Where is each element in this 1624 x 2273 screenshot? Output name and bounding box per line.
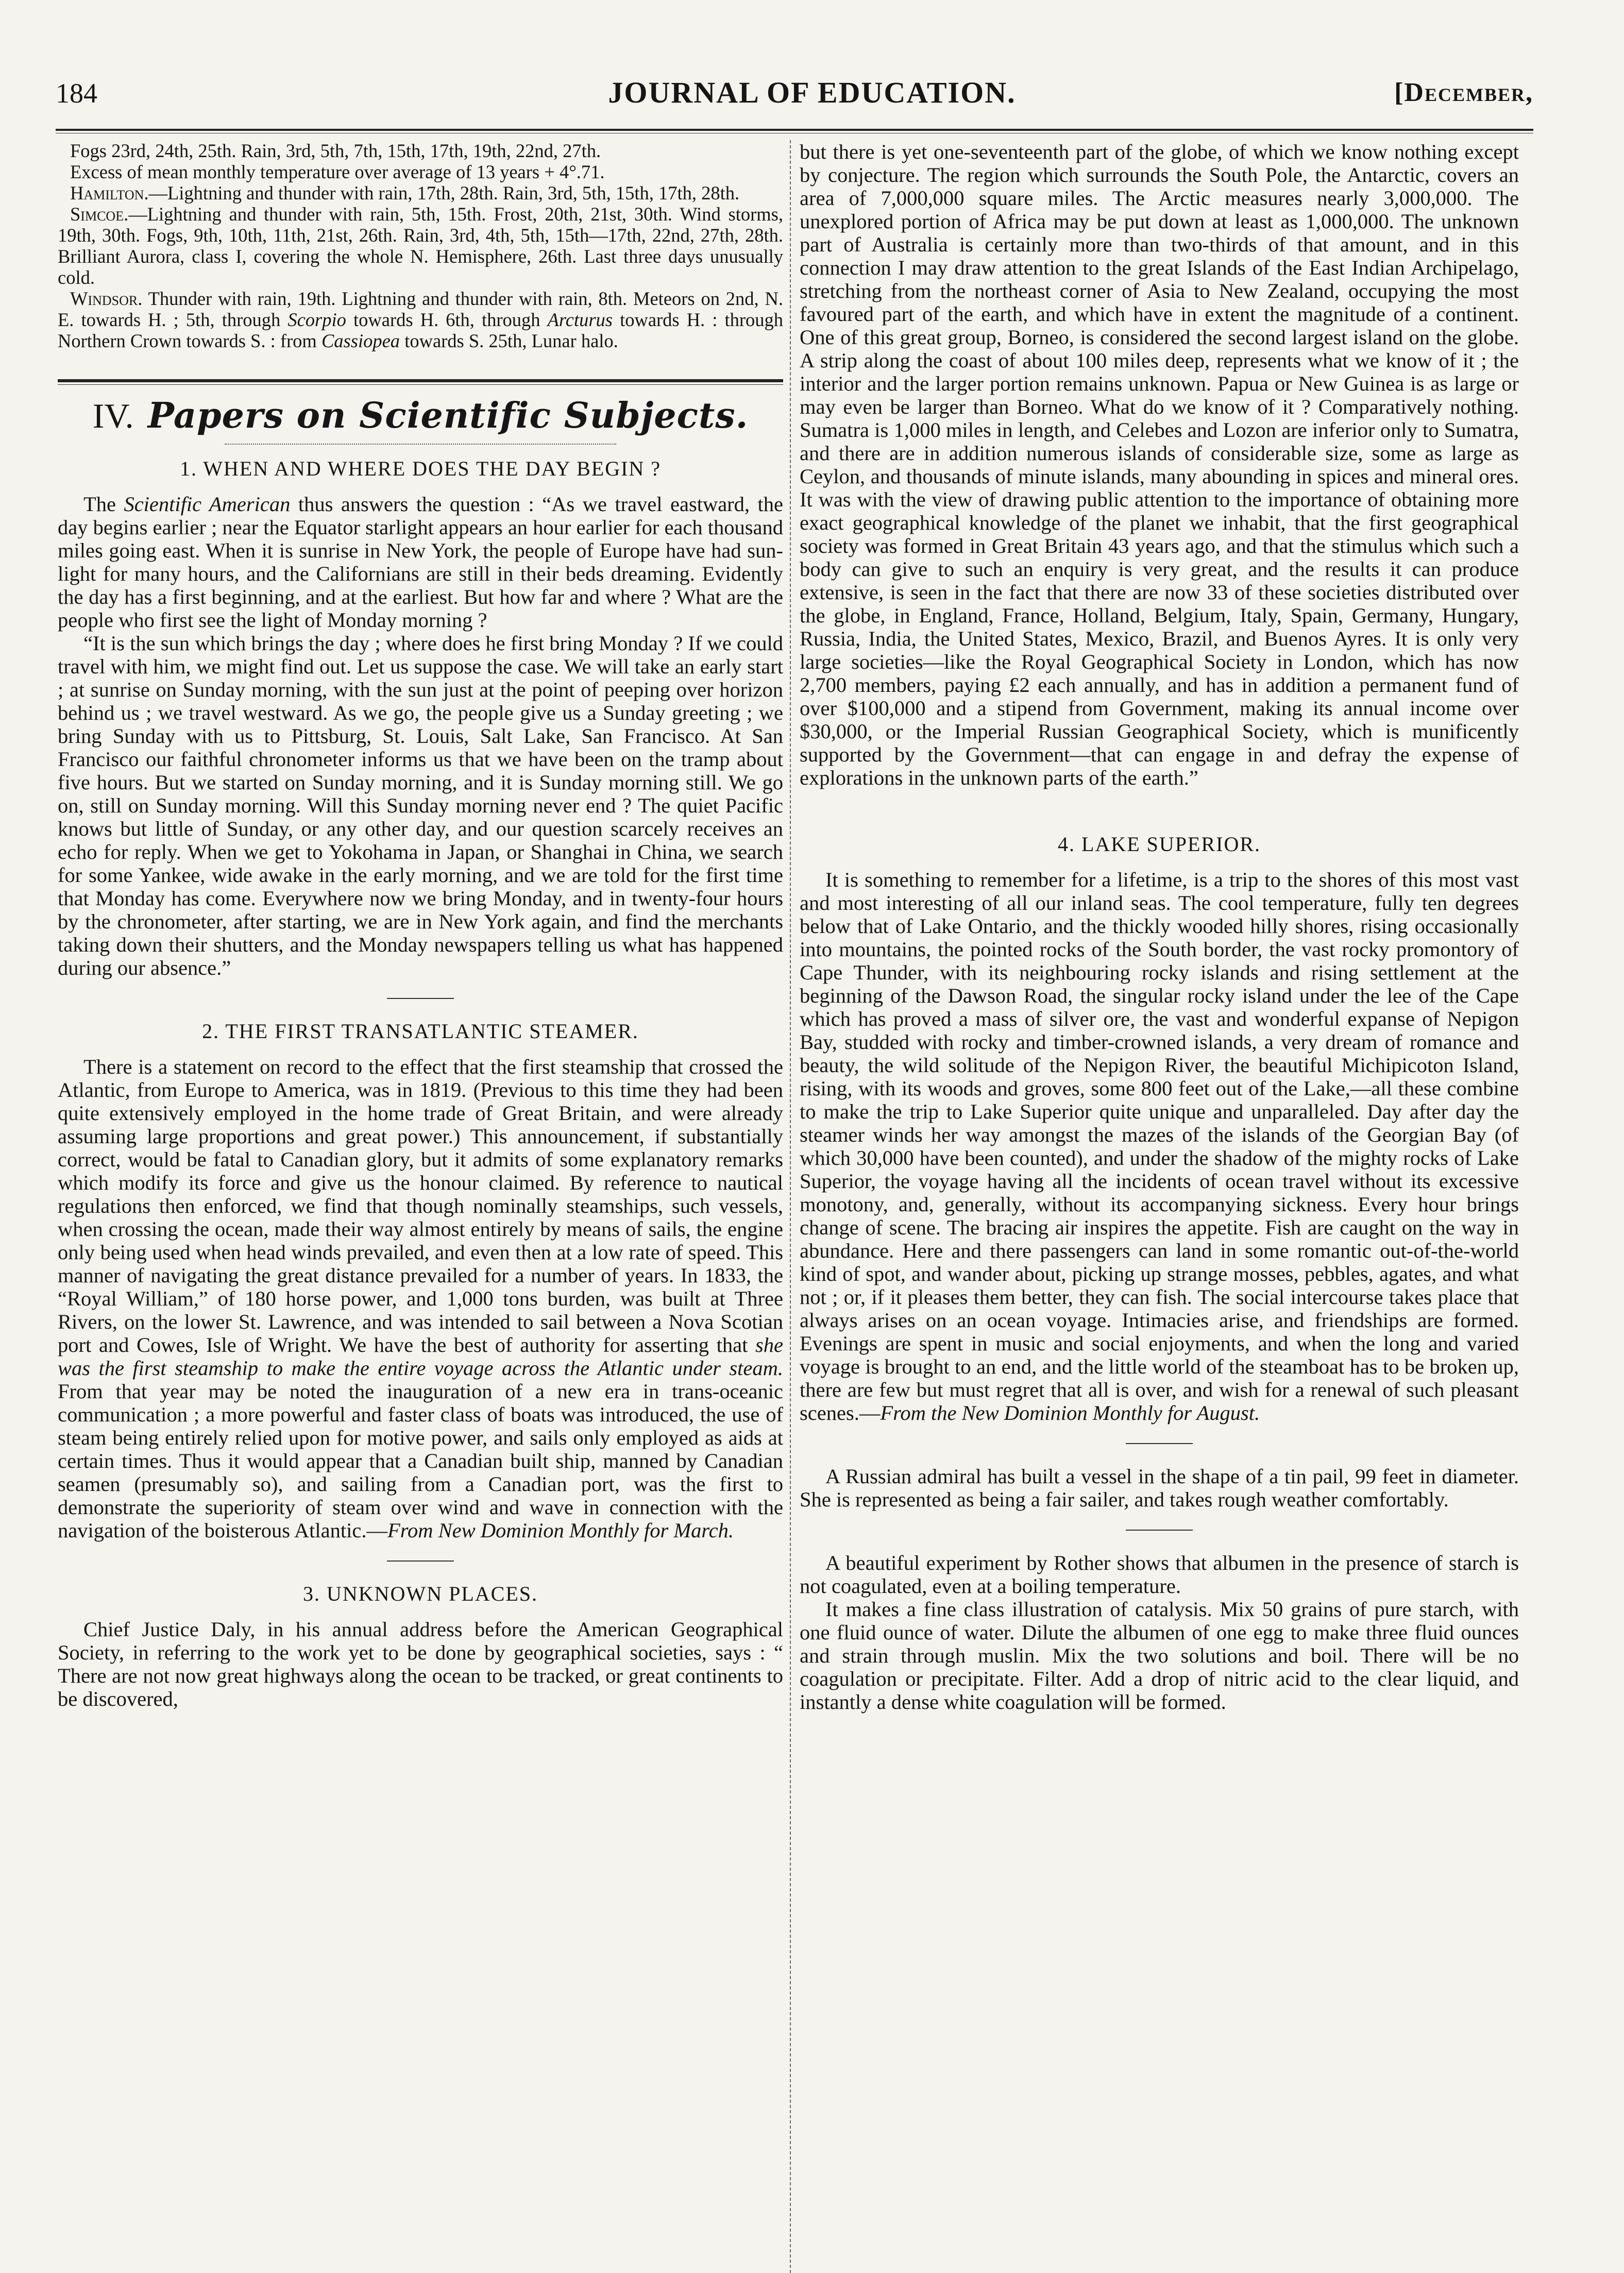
article-1-title: 1. WHEN AND WHERE DOES THE DAY BEGIN ? (179, 457, 662, 480)
note-albumen-1: A beautiful experiment by Rother shows that albumen in the presence of starch is not coagulated, even at a boiling temperature. (800, 1551, 1519, 1598)
journal-title: JOURNAL OF EDUCATION. (608, 76, 1016, 109)
a1-p1-b: thus answers the question : “As we travel eastward, the day begins earlier ; near the Equator starlight appears an hour earlier for each thousand miles going east. When it is sunrise in New York, the people of Europe have had sun-light for many hours, and the Californians are still in their beds dreaming. Evidently the day has a first beginning, and at the earliest. But how far and where ? What are the people who first see the light of Monday morning ? (58, 493, 783, 632)
a1-p1-a: The (83, 493, 124, 516)
station-simcoe: Simcoe. (70, 203, 129, 225)
hamilton-text: —Lightning and thunder with rain, 17th, 28th. Rain, 3rd, 5th, 15th, 17th, 28th. (148, 182, 740, 203)
article-separator (387, 998, 454, 999)
weather-intro-2: Excess of mean monthly temperature over average of 13 years + 4°.71. (70, 161, 605, 182)
windsor-text-1: Thunder with rain, 19th. Lightning and thunder with rain, 8th. Meteors on 2nd, N. E. towards H. ; 5th, through (58, 288, 783, 330)
constellation-cassiopea: Cassiopea (321, 330, 400, 351)
article-1-para-2: “It is the sun which brings the day ; where does he first bring Monday ? If we could travel with him, we might find out. Let us suppose the case. We will take an early start ; at sunrise on Sunday morning, with the sun just at the point of peeping over horizon behind us ; we travel westward. As we go, the people give us a Sunday greeting ; we bring Sunday with us to Pittsburg, St. Louis, Salt Lake, San Francisco. At San Francisco our faithful chronometer informs us that we have been on the tramp about five hours. But we started on Sunday morning, and it is Sunday morning still. We go on, still on Sunday morning. Will this Sunday morning never end ? The quiet Pacific knows but little of Sunday, or any other day, and our question scarcely receives an echo for reply. When we get to Yokohama in Japan, or Shanghai in China, we search for some Yankee, wide awake in the early morning, and we are told for the first time that Monday has come. Everywhere now we bring Monday, and in twenty-four hours by the chronometer, after starting, we are in New York again, and find the merchants taking down their shutters, and the Monday newspapers telling us what has happened during our absence.” (58, 632, 783, 979)
simcoe-text: —Lightning and thunder with rain, 5th, 15th. Frost, 20th, 21st, 30th. Wind storms, 19th, 30th. Fogs, 9th, 10th, 11th, 21st, 26th. Rain, 3rd, 4th, 5th, 15th—17th, 22nd, 27th, 28th. Brilliant Aurora, class I, covering the whole N. Hemisphere, 26th. Last three days unusually cold. (58, 203, 783, 288)
section-title: Papers on Scientific Subjects. (147, 395, 749, 436)
windsor-text-2: towards H. 6th, through (346, 309, 548, 330)
section-heading (58, 395, 783, 436)
station-hamilton: Hamilton. (70, 182, 149, 203)
weather-windsor (58, 288, 783, 351)
article-separator (387, 1560, 454, 1562)
page-number: 184 (56, 78, 97, 109)
article-4-title: 4. LAKE SUPERIOR. (1057, 833, 1261, 856)
article-1-para-1 (58, 493, 783, 632)
article-4-para-1 (800, 868, 1519, 1424)
article-2-title: 2. THE FIRST TRANSATLANTIC STEAMER. (202, 1020, 639, 1043)
article-3-title: 3. UNKNOWN PLACES. (303, 1582, 538, 1605)
weather-hamilton (58, 182, 783, 203)
section-rule-thin (58, 384, 783, 385)
a4-source: From the New Dominion Monthly for August. (880, 1401, 1260, 1424)
station-windsor: Windsor. (70, 288, 143, 309)
section-rule (58, 379, 783, 382)
article-3-para-1: Chief Justice Daly, in his annual address before the American Geographical Society, in referring to the work yet to be done by geographical societies, says : “ There are not now great highways along the ocean to be tracked, or great continents to be discovered, (58, 1618, 783, 1710)
constellation-scorpio: Scorpio (287, 309, 346, 330)
star-arcturus: Arcturus (547, 309, 613, 330)
a4-p1-a: It is something to remember for a lifetime, is a trip to the shores of this most vast and most interesting of all our inland seas. The cool temperature, fully ten degrees below that of Lake Ontario, and the thickly wooded hilly shores, rising occasionally into mountains, the pointed rocks of the South border, the vast rocky promontory of Cape Thunder, with its neighbouring rocky islands and rising settlement at the beginning of the Dawson Road, the singular rocky island under the lee of the Cape which has proved a mass of silver ore, the vast and wonderful expanse of Nepigon Bay, studded with rocky and timber-crowned islands, a very dream of romance and beauty, the wild solitude of the Nepigon River, the beautiful Michipicoton Island, rising, with its woods and groves, some 800 feet out of the Lake,—all these combine to make the trip to Lake Superior quite unique and unparalleled. Day after day the steamer winds her way amongst the mazes of the islands of the Georgian Bay (of which 30,000 have been counted), and under the shadow of the mighty rocks of Lake Superior, the voyage having all the incidents of ocean travel without its excessive monotony, and, generally, without its accompanying sickness. Every hour brings change of scene. The bracing air inspires the appetite. Fish are caught on the way in abundance. Here and there passengers can land in some romantic out-of-the-world kind of spot, and wander about, picking up strange mosses, pebbles, agates, and what not ; or, if it pleases them better, they can fish. The social intercourse takes place that always arises on an ocean voyage. Intimacies arise, and friendships are formed. Evenings are spent in music and social enjoyments, and when the long and varied voyage is brought to an end, and the little world of the steamboat has to be broken up, there are few but must regret that all is over, and wish for a renewal of such pleasant scenes.— (800, 868, 1519, 1424)
a1-source: Scientific American (124, 493, 291, 516)
right-column (800, 140, 1519, 1714)
a2-p1-b: From that year may be noted the inauguration of a new era in trans-oceanic communication ; a more powerful and faster class of boats was introduced, the use of steam being entirely relied upon for motive power, and sails only employed as aids at certain times. Thus it would appear that a Canadian built ship, manned by Canadian seamen (presumably so), and sailing from a Canadian port, was the first to demonstrate the superiority of steam over wind and wave in connection with the navigation of the boisterous Atlantic.— (58, 1380, 783, 1542)
weather-notes (58, 140, 783, 351)
header-rule (56, 129, 1533, 131)
article-2-para-1 (58, 1055, 783, 1542)
a2-p1-a: There is a statement on record to the effect that the first steamship that crossed the Atlantic, from Europe to America, was in 1819. (Previous to this time they had been quite extensively employed in the home trade of Great Britain, and were already assuming large proportions and great power.) This announcement, if substantially correct, would be fatal to Canadian glory, but it admits of some explanatory remarks which modify its force and give us the honour claimed. By reference to nautical regulations then enforced, we find that though nominally steamships, such vessels, when crossing the ocean, made their way almost entirely by means of sails, the engine only being used when head winds prevailed, and even then at a low rate of speed. This manner of navigating the great distance prevailed for a number of years. In 1833, the “Royal William,” of 180 horse power, and 1,000 tons burden, was built at Three Rivers, on the lower St. Lawrence, and was intended to sail between a Nova Scotian port and Cowes, Isle of Wright. We have the best of authority for asserting that (58, 1055, 783, 1356)
left-column (58, 140, 783, 1710)
weather-intro-1: Fogs 23rd, 24th, 25th. Rain, 3rd, 5th, 7th, 15th, 17th, 19th, 22nd, 27th. (70, 140, 601, 161)
windsor-text-4: towards S. 25th, Lunar halo. (400, 330, 618, 351)
section-ornament (225, 438, 616, 445)
column-divider (790, 140, 791, 2273)
article-3-continued: but there is yet one-seventeenth part of the globe, of which we know nothing except by conjecture. The region which surrounds the South Pole, the Antarctic, covers an area of 7,000,000 square miles. The Arctic measures nearly 3,000,000. The unexplored portion of Africa may be put down at least as 1,000,000. The unknown part of Australia is certainly more than two-thirds of that amount, and in this connection I may draw attention to the great Islands of the East Indian Archipelago, stretching from the northeast corner of Asia to New Zealand, occupying the most favoured part of the earth, and which have in extent the magnitude of a continent. One of this great group, Borneo, is considered the second largest island on the globe. A strip along the coast of about 100 miles deep, represents what we know of it ; the interior and the larger portion remains unknown. Papua or New Guinea is as large or may even be larger than Borneo. What do we know of it ? Comparatively nothing. Sumatra is 1,000 miles in length, and Celebes and Lozon are inferior only to Sumatra, and there are in addition numerous islands of considerable size, some as large as Ceylon, and thousands of minute islands, many abounding in spices and mineral ores. It was with the view of drawing public attention to the importance of obtaining more exact geographical knowledge of the planet we inhabit, that the first geographical society was formed in Great Britain 43 years ago, and that the stimulus which such a body can give to such an enquiry is very great, and the results it can produce extensive, is seen in the fact that there are now 33 of these societies distributed over the globe, in England, France, Holland, Belgium, Italy, Spain, Germany, Hungary, Russia, India, the United States, Mexico, Brazil, and Buenos Ayres. It is only very large societies—like the Royal Geographical Society in London, which has now 2,700 members, paying £2 each annually, and has in addition a permanent fund of over $100,000 and a stipend from Government, making its annual income over $30,000, or the Imperial Russian Geographical Society, which is munificently supported by the Government—that can engage in and defray the expense of explorations in the unknown parts of the earth.” (800, 140, 1519, 789)
weather-simcoe (58, 203, 783, 288)
section-numeral: IV. (92, 396, 134, 435)
a2-italic-claim: she was the first steamship to make the entire voyage across the Atlantic under steam. (58, 1333, 783, 1380)
issue-month: [December, (1394, 78, 1533, 107)
windsor-text-3: towards H. : through Northern Crown towards S. : from (58, 309, 784, 351)
article-separator (1126, 1443, 1193, 1444)
note-albumen-2: It makes a fine class illustration of catalysis. Mix 50 grains of pure starch, with one fluid ounce of water. Dilute the albumen of one egg to make three fluid ounces and strain through muslin. Mix the two solutions and boil. There will be no coagulation or precipitate. Filter. Add a drop of nitric acid to the clear liquid, and instantly a dense white coagulation will be formed. (800, 1598, 1519, 1714)
article-separator (1126, 1530, 1193, 1531)
a2-source: From New Dominion Monthly for March. (387, 1519, 734, 1542)
note-russian-vessel: A Russian admiral has built a vessel in the shape of a tin pail, 99 feet in diameter. She is represented as being a fair sailer, and takes rough weather comfortably. (800, 1465, 1519, 1511)
